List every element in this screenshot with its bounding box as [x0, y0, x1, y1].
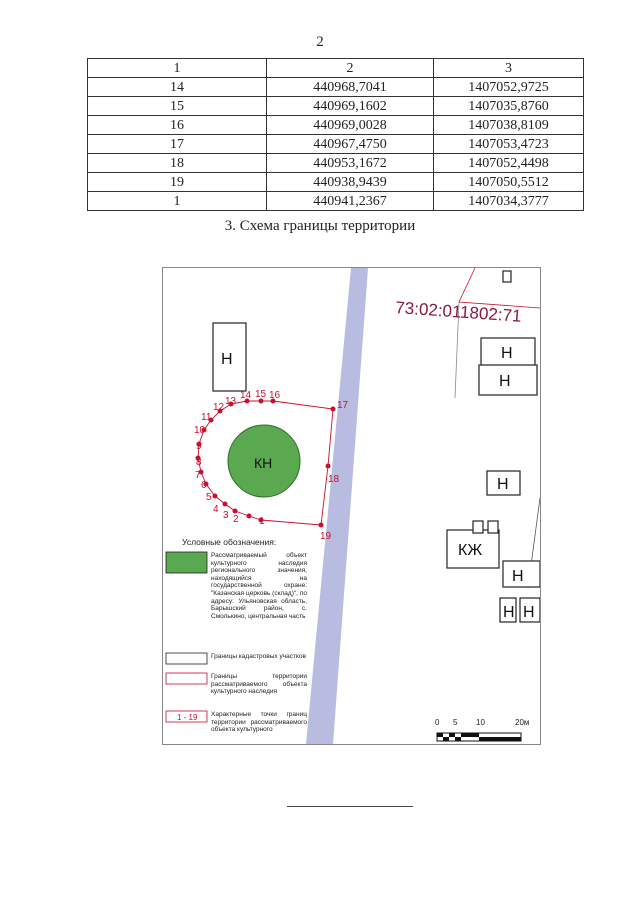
table-row	[88, 97, 584, 116]
building-label: Н	[512, 568, 524, 585]
scale-label: 5	[453, 718, 458, 727]
scale-bar	[435, 718, 529, 741]
x-coordinate-cell: 440938,9439	[267, 173, 434, 192]
y-coordinate-cell: 1407052,4498	[434, 154, 584, 173]
boundary-point	[233, 509, 238, 514]
boundary-point-label: 13	[225, 396, 237, 407]
x-coordinate-cell: 440969,1602	[267, 97, 434, 116]
boundary-point-label: 4	[213, 504, 219, 515]
point-number-cell: 17	[88, 135, 267, 154]
boundary-point	[247, 514, 252, 519]
scale-label: 20м	[515, 718, 530, 727]
boundary-point-label: 2	[233, 514, 239, 525]
boundary-point-label: 6	[201, 480, 207, 491]
legend-object-swatch	[166, 552, 207, 573]
building	[488, 521, 498, 533]
legend-cadastral-swatch	[166, 653, 207, 664]
point-number-cell: 1	[88, 192, 267, 211]
point-number-cell: 19	[88, 173, 267, 192]
table-row	[88, 135, 584, 154]
section-title: 3. Схема границы территории	[224, 218, 416, 234]
boundary-point	[326, 464, 331, 469]
boundary-point-label: 16	[269, 390, 281, 401]
building-label: Н	[523, 604, 535, 621]
table-row	[88, 116, 584, 135]
boundary-point	[331, 407, 336, 412]
building-label: Н	[501, 345, 513, 362]
territory-scheme-map	[162, 267, 541, 745]
boundary-point-label: 3	[223, 510, 229, 521]
y-coordinate-cell: 1407052,9725	[434, 78, 584, 97]
point-number-cell: 16	[88, 116, 267, 135]
legend-territory-text: Границы территории рассматриваемого объекта культурного наследия	[211, 673, 307, 696]
building	[503, 271, 511, 282]
table-row	[88, 154, 584, 173]
y-coordinate-cell: 1407035,8760	[434, 97, 584, 116]
x-coordinate-cell: 440967,4750	[267, 135, 434, 154]
boundary-point	[319, 523, 324, 528]
table-row	[88, 192, 584, 211]
heritage-object-label: КН	[254, 455, 273, 471]
point-number-cell: 15	[88, 97, 267, 116]
scale-label: 10	[476, 718, 485, 727]
building-label: КЖ	[458, 542, 483, 559]
legend-cadastral-text: Границы кадастровых участков	[211, 653, 306, 660]
boundary-point-label: 5	[206, 492, 212, 503]
building-label: Н	[497, 476, 509, 493]
boundary-point	[223, 502, 228, 507]
boundary-point-label: 18	[328, 474, 340, 485]
page-number: 2	[316, 34, 324, 50]
road	[306, 268, 368, 744]
boundary-point-label: 7	[195, 470, 201, 481]
legend-territory-swatch	[166, 673, 207, 684]
column-header: 1	[88, 59, 267, 78]
table-row	[88, 173, 584, 192]
point-number-cell: 14	[88, 78, 267, 97]
table-row	[88, 78, 584, 97]
coordinates-table	[87, 58, 584, 211]
footnote-rule	[287, 806, 413, 807]
legend-object-text: Рассматриваемый объект культурного наследия регионального значения, находящийся на государственной охране: "Казанская церковь (склад)", по адресу: Ульяновская область, Барышский район, с. Смолькино, центральная часть	[211, 552, 307, 620]
point-number-cell: 18	[88, 154, 267, 173]
x-coordinate-cell: 440969,0028	[267, 116, 434, 135]
column-header: 3	[434, 59, 584, 78]
x-coordinate-cell: 440968,7041	[267, 78, 434, 97]
boundary-point-label: 17	[337, 400, 349, 411]
x-coordinate-cell: 440941,2367	[267, 192, 434, 211]
boundary-point-label: 1	[259, 516, 265, 527]
building-label: Н	[221, 351, 233, 368]
y-coordinate-cell: 1407038,8109	[434, 116, 584, 135]
cadastral-boundary	[459, 268, 540, 308]
boundary-point	[213, 494, 218, 499]
legend-points-sample: 1 - 19	[177, 713, 198, 722]
y-coordinate-cell: 1407050,5512	[434, 173, 584, 192]
legend-points-text: Характерные точки границ территории рассматриваемого объекта культурного	[211, 711, 307, 734]
x-coordinate-cell: 440953,1672	[267, 154, 434, 173]
column-header: 2	[267, 59, 434, 78]
boundary-point-label: 15	[255, 389, 267, 400]
boundary-point-label: 10	[194, 425, 206, 436]
table-header-row	[88, 59, 584, 78]
legend-title: Условные обозначения:	[182, 537, 277, 547]
boundary-point-label: 9	[196, 441, 202, 452]
cadastral-number-label: 73:02:011802:71	[394, 298, 523, 326]
building	[473, 521, 483, 533]
boundary-point-label: 12	[213, 402, 225, 413]
boundary-point-label: 19	[320, 531, 332, 542]
boundary-point-label: 11	[201, 412, 212, 423]
boundary-point-label: 8	[196, 457, 202, 468]
scale-label: 0	[435, 718, 440, 727]
building-label: Н	[499, 373, 511, 390]
y-coordinate-cell: 1407034,3777	[434, 192, 584, 211]
y-coordinate-cell: 1407053,4723	[434, 135, 584, 154]
building-label: Н	[503, 604, 515, 621]
boundary-point-label: 14	[240, 390, 252, 401]
